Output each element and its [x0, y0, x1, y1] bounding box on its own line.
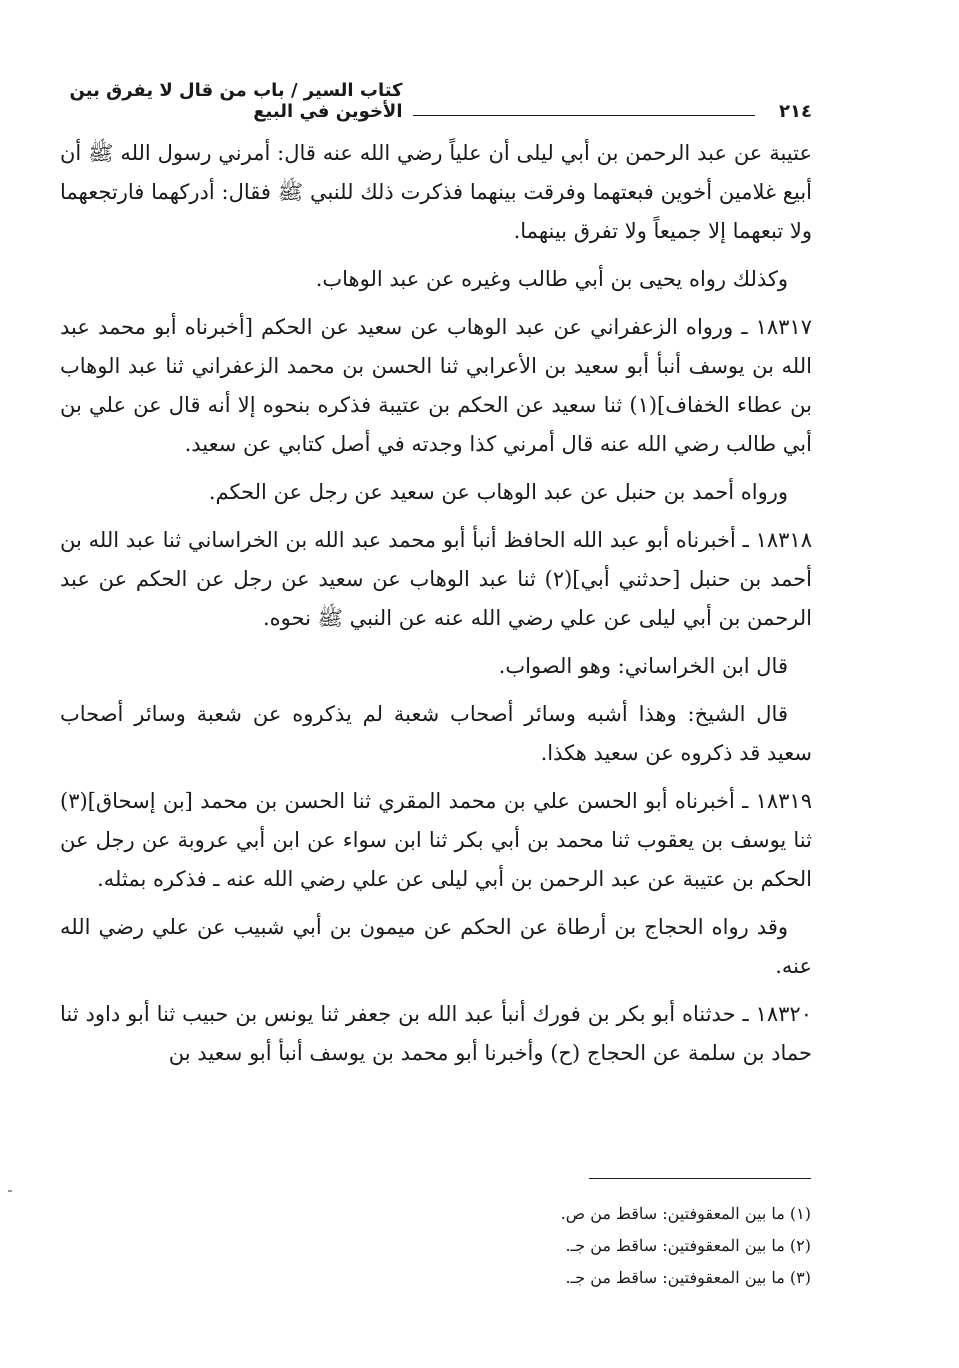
paragraph: ورواه أحمد بن حنبل عن عبد الوهاب عن سعيد عن رجل عن الحكم. — [208, 480, 788, 504]
footnote: (١) ما بين المعقوفتين: ساقط من ص. — [560, 1204, 811, 1223]
chapter-title: كتاب السير / باب من قال لا يفرق بين الأخوين في البيع — [69, 80, 403, 122]
hadith-18319: ١٨٣١٩ ـ أخبرناه أبو الحسن علي بن محمد المقري ثنا الحسن بن محمد [بن إسحاق](٣) ثنا يوسف بن يعقوب ثنا محمد بن أبي بكر ثنا ابن سواء عن ابن أبي عروبة عن رجل عن الحكم بن عتيبة عن عبد الرحمن بن أبي ليلى عن علي رضي الله عنه ـ فذكره بمثله. — [60, 789, 812, 891]
paragraph: عتيبة عن عبد الرحمن بن أبي ليلى أن علياً رضي الله عنه قال: أمرني رسول الله ﷺ أن أبيع غلامين أخوين فبعتهما وفرقت بينهما فذكرت ذلك للنبي ﷺ فقال: أدركهما فارتجعهما ولا تبعهما إلا جميعاً ولا تفرق بينهما. — [60, 141, 812, 243]
footnote: (٣) ما بين المعقوفتين: ساقط من جـ. — [565, 1268, 811, 1287]
footnote-separator — [589, 1178, 811, 1179]
hadith-18320: ١٨٣٢٠ ـ حدثناه أبو بكر بن فورك أنبأ عبد الله بن جعفر ثنا يونس بن حبيب ثنا أبو داود ثنا حماد بن سلمة عن الحجاج (ح) وأخبرنا أبو محمد بن يوسف أنبأ أبو سعيد بن — [60, 1002, 812, 1065]
page — [60, 82, 812, 1082]
header-rule — [413, 115, 756, 116]
main-text — [60, 134, 812, 1073]
footnote: (٢) ما بين المعقوفتين: ساقط من جـ. — [565, 1236, 811, 1255]
paragraph: قال ابن الخراساني: وهو الصواب. — [498, 654, 788, 678]
footnotes — [411, 1198, 811, 1294]
scan-mark — [8, 1190, 12, 1192]
paragraph: وقد رواه الحجاج بن أرطاة عن الحكم عن ميمون بن أبي شبيب عن علي رضي الله عنه. — [60, 915, 812, 978]
hadith-18318: ١٨٣١٨ ـ أخبرناه أبو عبد الله الحافظ أنبأ أبو محمد عبد الله بن الخراساني ثنا عبد الله بن أحمد بن حنبل [حدثني أبي](٢) ثنا عبد الوهاب عن سعيد عن رجل عن الحكم عن عبد الرحمن بن أبي ليلى عن علي رضي الله عنه عن النبي ﷺ نحوه. — [60, 528, 812, 630]
hadith-18317: ١٨٣١٧ ـ ورواه الزعفراني عن عبد الوهاب عن سعيد عن الحكم [أخبرناه أبو محمد عبد الله بن يوسف أنبأ أبو سعيد بن الأعرابي ثنا الحسن بن محمد الزعفراني ثنا عبد الوهاب بن عطاء الخفاف](١) ثنا سعيد عن الحكم بن عتيبة فذكره بنحوه إلا أنه قال عن علي بن أبي طالب رضي الله عنه قال أمرني كذا وجدته في أصل كتابي عن سعيد. — [60, 315, 812, 456]
paragraph: قال الشيخ: وهذا أشبه وسائر أصحاب شعبة لم يذكروه عن شعبة وسائر أصحاب سعيد قد ذكروه عن سعيد هكذا. — [60, 702, 812, 765]
page-number: ٢١٤ — [779, 101, 812, 122]
paragraph: وكذلك رواه يحيى بن أبي طالب وغيره عن عبد الوهاب. — [315, 267, 788, 291]
running-header — [60, 82, 812, 122]
